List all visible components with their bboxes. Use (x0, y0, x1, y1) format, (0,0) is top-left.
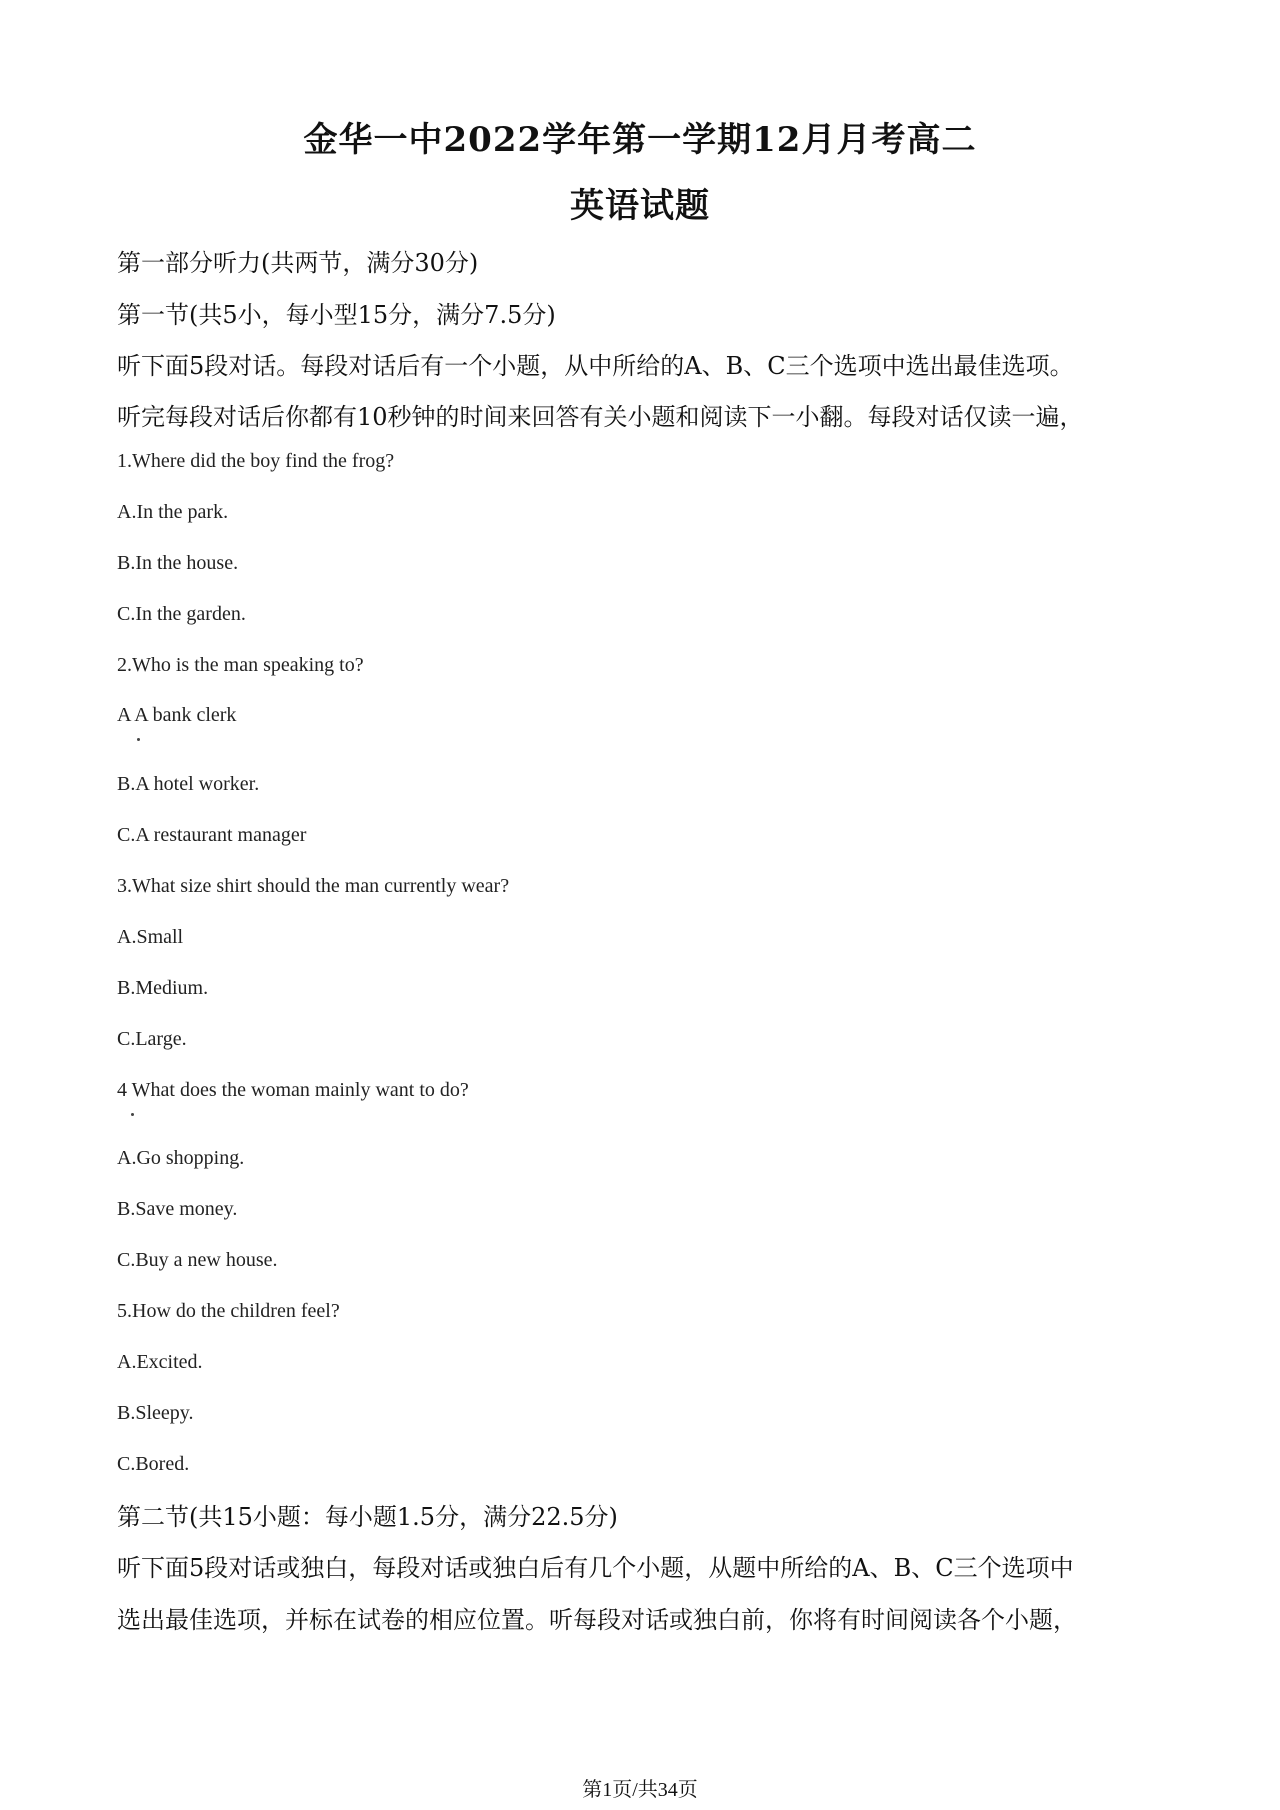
answer-option: B.Save money. (117, 1198, 238, 1220)
answer-option: A.Go shopping. (117, 1147, 245, 1169)
answer-option: C.Bored. (117, 1453, 190, 1475)
question-stem: 5.How do the children feel? (117, 1300, 340, 1322)
section1-heading: 第一节(共5小，每小型15分，满分7.5分) (117, 301, 556, 329)
answer-option: B.Sleepy. (117, 1402, 194, 1424)
question-stem: 4 What does the woman mainly want to do? (117, 1079, 469, 1101)
answer-option: A.Excited. (117, 1351, 203, 1373)
section1-instruction-line: 听完每段对话后你都有10秒钟的时间来回答有关小题和阅读下一小翻。每段对话仅读一遍， (117, 403, 1084, 431)
exam-subtitle: 英语试题 (570, 186, 710, 226)
answer-option: A.Small (117, 926, 184, 948)
answer-option: A.In the park. (117, 501, 229, 523)
part1-heading: 第一部分听力(共两节，满分30分) (117, 249, 479, 277)
question-stem: 1.Where did the boy find the frog? (117, 450, 395, 472)
answer-option: B.In the house. (117, 552, 239, 574)
answer-option: A A bank clerk (117, 704, 237, 726)
answer-option: C.Buy a new house. (117, 1249, 278, 1271)
exam-title: 金华一中2022学年第一学期12月月考高二 (303, 120, 977, 160)
section2-instruction-line: 选出最佳选项，并标在试卷的相应位置。听每段对话或独白前，你将有时间阅读各个小题， (117, 1606, 1077, 1634)
section2-heading: 第二节(共15小题：每小题1.5分，满分22.5分) (117, 1503, 618, 1531)
section2-instruction-line: 听下面5段对话或独白，每段对话或独白后有几个小题，从题中所给的A、B、C三个选项中 (117, 1554, 1074, 1582)
page-number-footer: 第1页/共34页 (582, 1779, 698, 1801)
answer-option: C.A restaurant manager (117, 824, 307, 846)
stray-mark (137, 738, 140, 741)
stray-mark (131, 1113, 134, 1116)
answer-option: C.Large. (117, 1028, 187, 1050)
answer-option: B.Medium. (117, 977, 209, 999)
question-stem: 3.What size shirt should the man currently wear? (117, 875, 510, 897)
answer-option: C.In the garden. (117, 603, 246, 625)
answer-option: B.A hotel worker. (117, 773, 260, 795)
section1-instruction-line: 听下面5段对话。每段对话后有一个小题，从中所给的A、B、C三个选项中选出最佳选项。 (117, 352, 1074, 380)
question-stem: 2.Who is the man speaking to? (117, 654, 364, 676)
